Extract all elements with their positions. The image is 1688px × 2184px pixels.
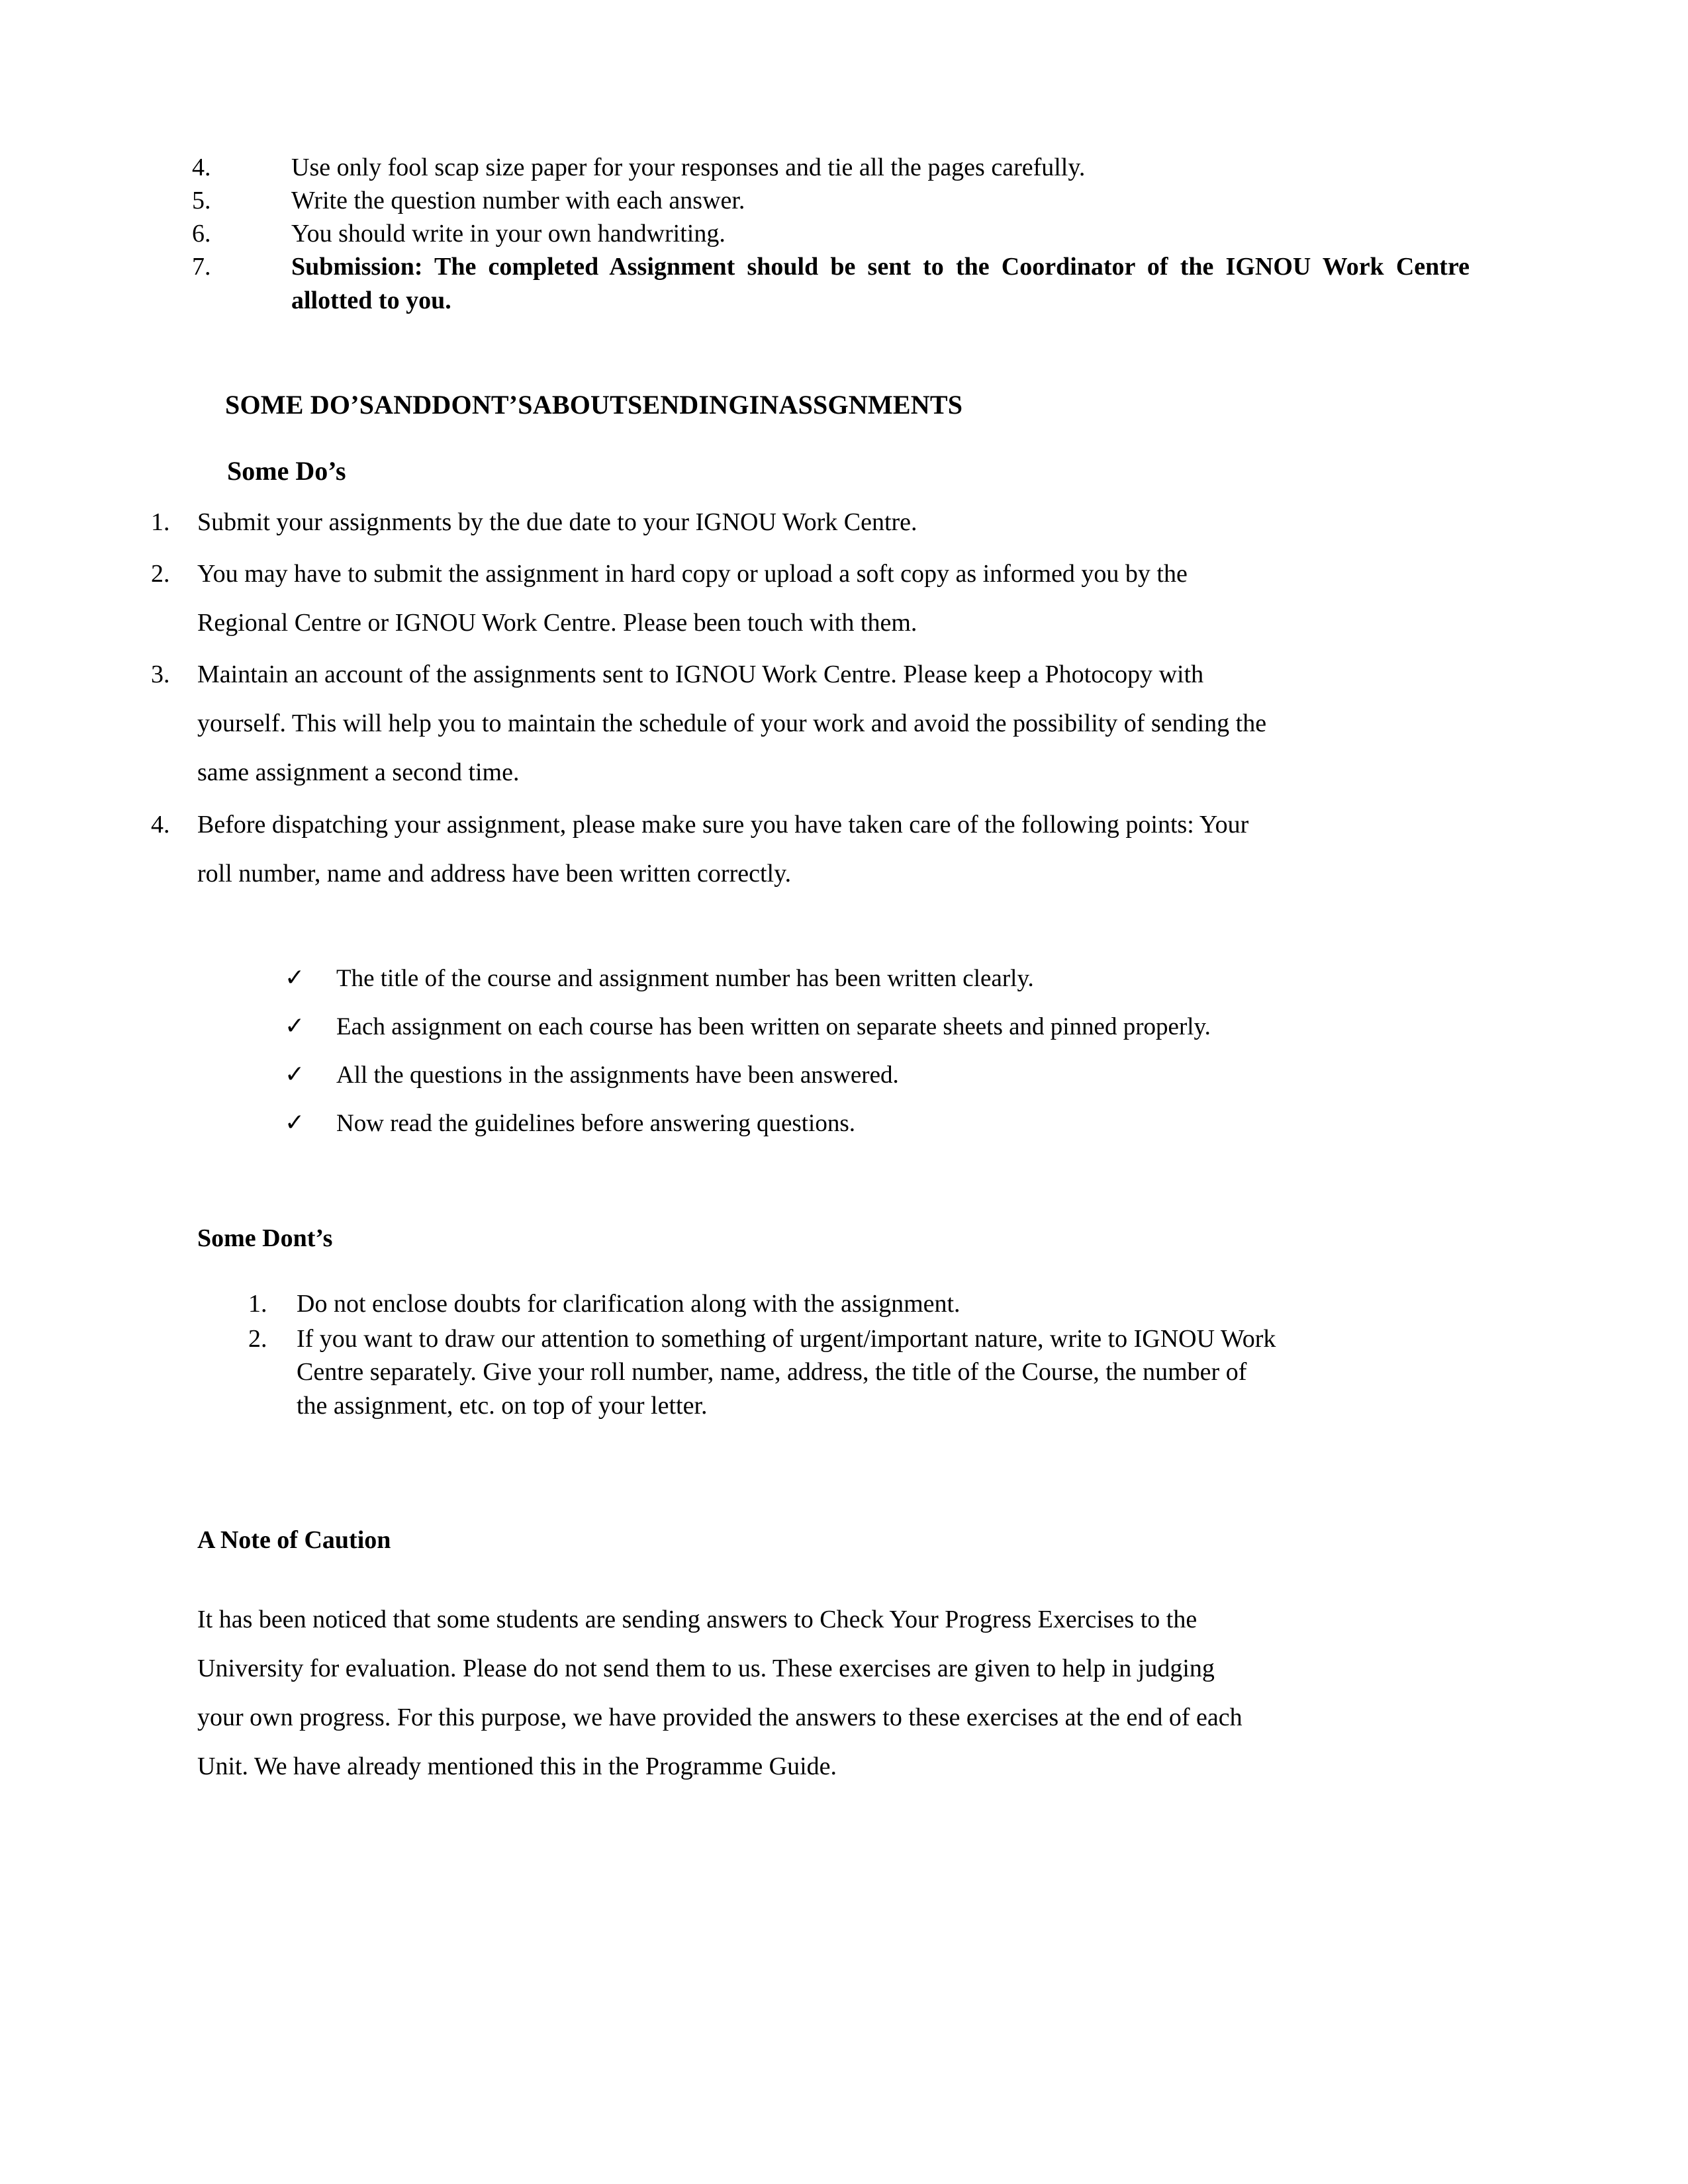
text-line: same assignment a second time. xyxy=(197,758,520,787)
text-line: It has been noticed that some students are sending answers to Check Your Progress Exercises to the xyxy=(197,1606,1197,1633)
list-number: 4. xyxy=(151,810,170,839)
list-number: 5. xyxy=(192,187,211,215)
some-dos-heading: Some Do’s xyxy=(227,456,346,486)
some-donts-heading: Some Dont’s xyxy=(197,1224,333,1252)
some-donts-list xyxy=(248,1287,1470,1424)
note-of-caution-heading: A Note of Caution xyxy=(197,1526,391,1554)
some-donts-item xyxy=(248,1322,1470,1423)
list-text xyxy=(197,800,1468,898)
text-line: Unit. We have already mentioned this in the Programme Guide. xyxy=(197,1752,837,1781)
list-text xyxy=(297,1322,1470,1423)
some-dos-item xyxy=(151,800,1468,898)
checklist-text: Now read the guidelines before answering questions. xyxy=(336,1110,855,1138)
section-heading: SOME DO’SANDDONT’SABOUTSENDINGINASSGNMENTS xyxy=(225,390,963,420)
checklist-item xyxy=(285,1011,1370,1043)
some-dos-list xyxy=(151,498,1468,901)
checklist-item xyxy=(285,963,1370,995)
checklist-text: All the questions in the assignments have been answered. xyxy=(336,1062,899,1089)
list-text: Use only fool scap size paper for your responses and tie all the pages carefully. xyxy=(291,154,1086,181)
list-text xyxy=(297,1287,1470,1321)
list-number: 6. xyxy=(192,220,211,248)
text-line: your own progress. For this purpose, we have provided the answers to these exercises at the end of each xyxy=(197,1704,1243,1732)
text-line: University for evaluation. Please do not send them to us. These exercises are given to help in judging xyxy=(197,1655,1215,1683)
text-line: Submit your assignments by the due date to your IGNOU Work Centre. xyxy=(197,508,917,536)
list-text xyxy=(197,650,1468,797)
list-text xyxy=(197,549,1468,647)
list-number: 1. xyxy=(248,1290,267,1318)
list-number: 2. xyxy=(248,1324,267,1353)
check-icon: ✓ xyxy=(285,1013,305,1040)
text-line: If you want to draw our attention to something of urgent/important nature, write to IGNOU Work xyxy=(297,1324,1276,1353)
top-instruction-item xyxy=(192,250,1470,316)
list-text xyxy=(197,498,1468,547)
note-of-caution-body xyxy=(197,1595,1468,1791)
text-line: Do not enclose doubts for clarification along with the assignment. xyxy=(297,1290,961,1318)
text-line: the assignment, etc. on top of your letter. xyxy=(297,1391,708,1420)
text-line: You may have to submit the assignment in hard copy or upload a soft copy as informed you by the xyxy=(197,560,1188,588)
list-number: 3. xyxy=(151,660,170,689)
text-line: yourself. This will help you to maintain the schedule of your work and avoid the possibility of sending the xyxy=(197,709,1267,738)
list-number: 1. xyxy=(151,508,170,536)
some-donts-item xyxy=(248,1287,1470,1321)
list-text: You should write in your own handwriting. xyxy=(291,220,726,248)
list-number: 4. xyxy=(192,154,211,181)
text-line: Regional Centre or IGNOU Work Centre. Please been touch with them. xyxy=(197,609,917,637)
text-line: Centre separately. Give your roll number, name, address, the title of the Course, the number of xyxy=(297,1358,1247,1387)
list-text: Write the question number with each answer. xyxy=(291,187,745,215)
checklist-text: Each assignment on each course has been written on separate sheets and pinned properly. xyxy=(336,1013,1211,1041)
some-dos-item xyxy=(151,498,1468,547)
top-instruction-item xyxy=(192,151,1470,184)
text-line: roll number, name and address have been written correctly. xyxy=(197,859,792,887)
check-icon: ✓ xyxy=(285,1061,305,1089)
checklist-text: The title of the course and assignment number has been written clearly. xyxy=(336,965,1034,992)
some-dos-item xyxy=(151,650,1468,797)
checklist-item xyxy=(285,1108,1370,1140)
top-instruction-item xyxy=(192,184,1470,217)
list-number: 7. xyxy=(192,253,211,281)
check-icon: ✓ xyxy=(285,1109,305,1137)
checklist xyxy=(285,963,1370,1156)
some-dos-item xyxy=(151,549,1468,647)
list-text: Submission: The completed Assignment should be sent to the Coordinator of the IGNOU Work Centre allotted to you. xyxy=(291,253,1470,314)
checklist-item xyxy=(285,1060,1370,1091)
text-line: Maintain an account of the assignments sent to IGNOU Work Centre. Please keep a Photocopy with xyxy=(197,660,1204,689)
check-icon: ✓ xyxy=(285,964,305,991)
list-number: 2. xyxy=(151,560,170,588)
text-line: Before dispatching your assignment, please make sure you have taken care of the following points: Your xyxy=(197,810,1249,839)
top-instructions-list xyxy=(192,151,1470,317)
top-instruction-item xyxy=(192,217,1470,250)
